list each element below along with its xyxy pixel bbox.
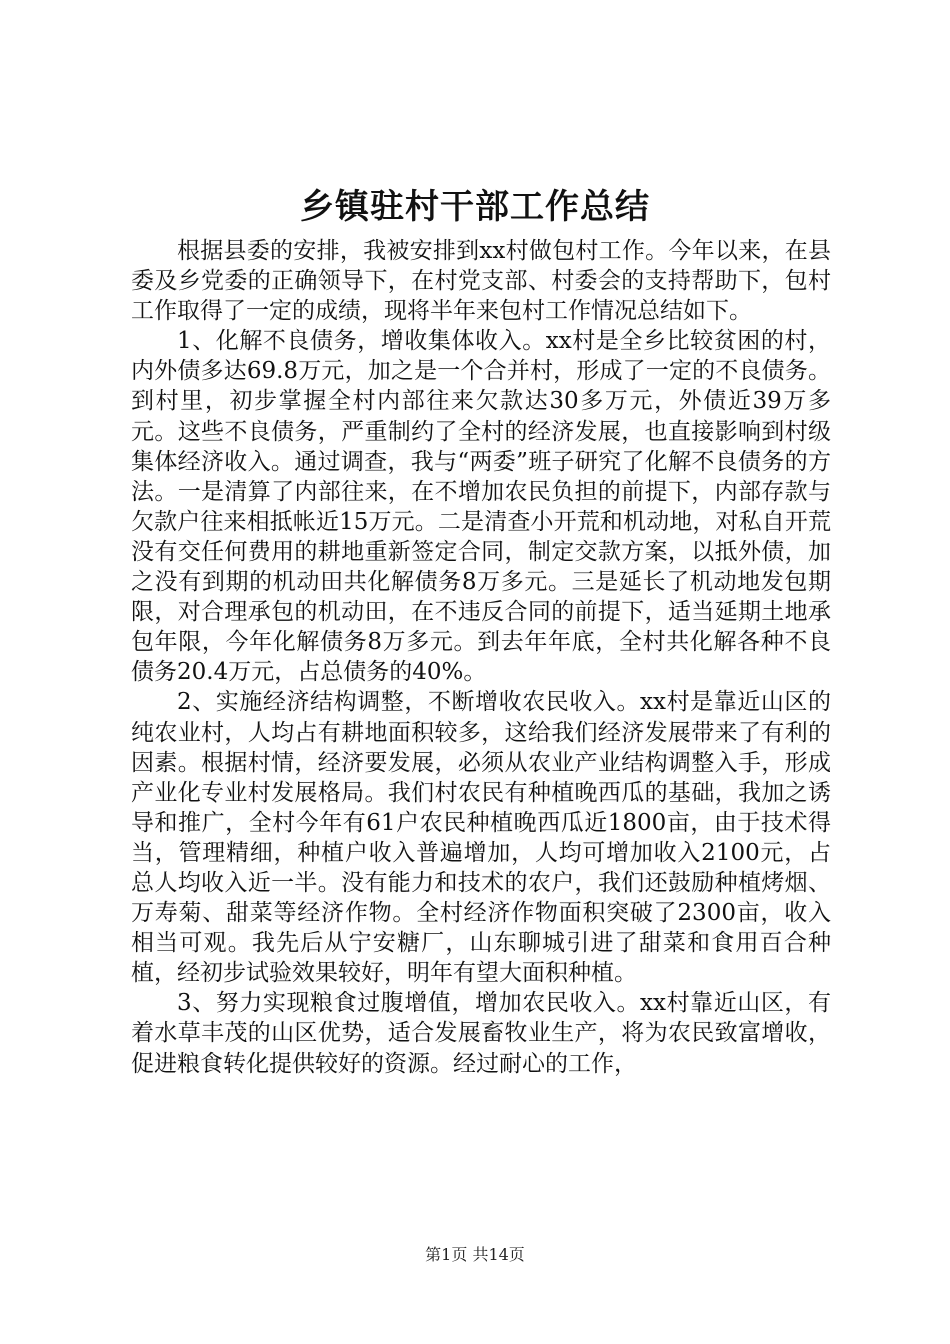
- document-body: [131, 236, 831, 1079]
- paragraph-debt: 1、化解不良债务，增收集体收入。xx村是全乡比较贫困的村，内外债多达69.8万元，加之是一个合并村，形成了一定的不良债务。到村里，初步掌握全村内部往来欠款达30多万元，外债近39万多元。这些不良债务，严重制约了全村的经济发展，也直接影响到村级集体经济收入。通过调查，我与“两委”班子研究了化解不良债务的方法。一是清算了内部往来，在不增加农民负担的前提下，内部存款与欠款户往来相抵帐近15万元。二是清查小开荒和机动地，对私自开荒没有交任何费用的耕地重新签定合同，制定交款方案，以抵外债，加之没有到期的机动田共化解债务8万多元。三是延长了机动地发包期限，对合理承包的机动田，在不违反合同的前提下，适当延期土地承包年限，今年化解债务8万多元。到去年年底，全村共化解各种不良债务20.4万元，占总债务的40%。: [131, 328, 831, 686]
- paragraph-grain: 3、努力实现粮食过腹增值，增加农民收入。xx村靠近山区，有着水草丰茂的山区优势，适合发展畜牧业生产，将为农民致富增收，促进粮食转化提供较好的资源。经过耐心的工作，: [131, 990, 831, 1077]
- paragraph-intro: 根据县委的安排，我被安排到xx村做包村工作。今年以来，在县委及乡党委的正确领导下，在村党支部、村委会的支持帮助下，包村工作取得了一定的成绩，现将半年来包村工作情况总结如下。: [131, 238, 831, 325]
- paragraph-structure: 2、实施经济结构调整，不断增收农民收入。xx村是靠近山区的纯农业村，人均占有耕地面积较多，这给我们经济发展带来了有利的因素。根据村情，经济要发展，必须从农业产业结构调整入手，形成产业化专业村发展格局。我们村农民有种植晚西瓜的基础，我加之诱导和推广，全村今年有61户农民种植晚西瓜近1800亩，由于技术得当，管理精细，种植户收入普遍增加，人均可增加收入2100元，占总人均收入近一半。没有能力和技术的农户，我们还鼓励种植烤烟、万寿菊、甜菜等经济作物。全村经济作物面积突破了2300亩，收入相当可观。我先后从宁安糖厂，山东聊城引进了甜菜和食用百合种植，经初步试验效果较好，明年有望大面积种植。: [131, 689, 831, 987]
- document-title: 乡镇驻村干部工作总结: [300, 187, 650, 227]
- page-number-footer: 第1页 共14页: [425, 1245, 525, 1264]
